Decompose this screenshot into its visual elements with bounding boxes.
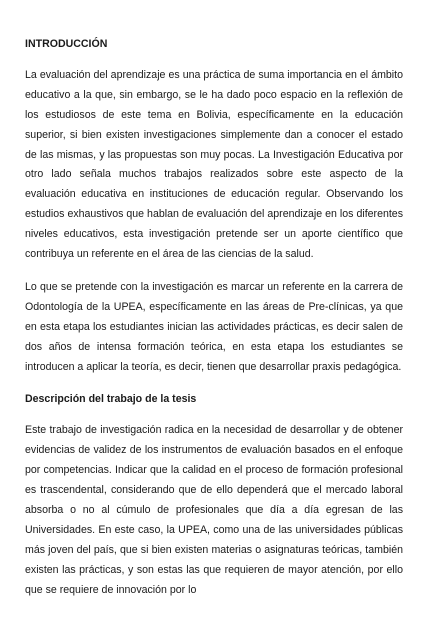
section-heading-introduccion: INTRODUCCIÓN xyxy=(25,38,108,50)
paragraph-trabajo-investigacion: Este trabajo de investigación radica en la necesidad de desarrollar y de obtener evidencias de validez de los instrumentos de evaluación basados en el enfoque por competencias. Indicar que la calidad en el proceso de formación profesional es trascendental, considerando que de ello dependerá que el mercado laboral absorba o no al cúmulo de profesionales que día a día egresan de las Universidades. En este caso, la UPEA, como una de las universidades públicas más joven del país, que si bien existen materias o asignaturas teóricas, también existen las prácticas, y son estas las que requieren de mayor atención, por ello que se requiere de innovación por lo xyxy=(25,424,403,596)
paragraph-referente-odontologia: Lo que se pretende con la investigación es marcar un referente en la carrera de Odontología de la UPEA, específicamente en las áreas de Pre-clínicas, ya que en esta etapa los estudiantes inician las actividades prácticas, es decir salen de dos años de intensa formación teórica, en esta etapa los estudiantes se introducen a aplicar la teoría, es decir, tienen que desarrollar praxis pedagógica. xyxy=(25,280,403,373)
section-heading-descripcion-tesis: Descripción del trabajo de la tesis xyxy=(25,392,197,405)
document-page xyxy=(25,35,403,601)
paragraph-evaluacion-aprendizaje: La evaluación del aprendizaje es una práctica de suma importancia en el ámbito educativo a la que, sin embargo, se le ha dado poco espacio en la reflexión de los estudiosos de este tema en Bolivia, específicamente en la educación superior, si bien existen investigaciones simplemente dan a conocer el estado de las mismas, y las propuestas son muy pocas. La Investigación Educativa por otro lado señala muchos trabajos realizados sobre este aspecto de la evaluación educativa en instituciones de educación regular. Observando los estudios exhaustivos que hablan de evaluación del aprendizaje en los diferentes niveles educativos, esta investigación pretende ser un aporte científico que contribuya un referente en el área de las ciencias de la salud. xyxy=(25,68,403,261)
